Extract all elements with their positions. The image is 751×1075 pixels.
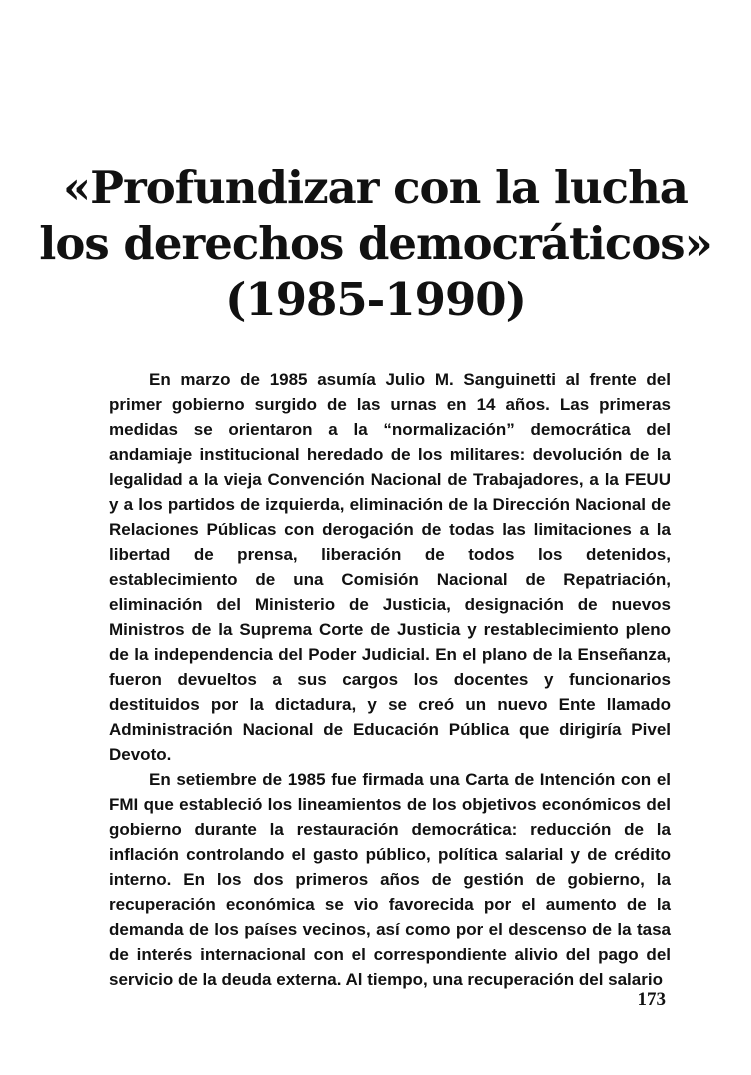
chapter-title-line-3: (1985-1990) [225,273,526,326]
chapter-title-line-2: los derechos democráticos» [39,217,712,270]
chapter-title [0,160,751,328]
page-number: 173 [637,989,666,1010]
paragraph-1: En marzo de 1985 asumía Julio M. Sanguinetti al frente del primer gobierno surgido de las urnas en 14 años. Las primeras medidas se orientaron a la “normalización” democrática del andamiaje institucional heredado de los militares: devolución de la legalidad a la vieja Convención Nacional de Trabajadores, a la FEUU y a los partidos de izquierda, eliminación de la Dirección Nacional de Relaciones Públicas con derogación de todas las limitaciones a la libertad de prensa, liberación de todos los detenidos, establecimiento de una Comisión Nacional de Repatriación, eliminación del Ministerio de Justicia, designación de nuevos Ministros de la Suprema Corte de Justicia y restablecimiento pleno de la independencia del Poder Judicial. En el plano de la Enseñanza, fueron devueltos a sus cargos los docentes y funcionarios destituidos por la dictadura, y se creó un nuevo Ente llamado Administración Nacional de Educación Pública que dirigiría Pivel Devoto. [109,370,671,764]
body-text [109,367,671,992]
paragraph-2: En setiembre de 1985 fue firmada una Carta de Intención con el FMI que estableció los lineamientos de los objetivos económicos del gobierno durante la restauración democrática: reducción de la inflación controlando el gasto público, política salarial y de crédito interno. En los dos primeros años de gestión de gobierno, la recuperación económica se vio favorecida por el aumento de la demanda de los países vecinos, así como por el descenso de la tasa de interés internacional con el correspondiente alivio del pago del servicio de la deuda externa. Al tiempo, una recuperación del salario [109,770,671,989]
chapter-title-line-1: «Profundizar con la lucha [63,161,688,214]
